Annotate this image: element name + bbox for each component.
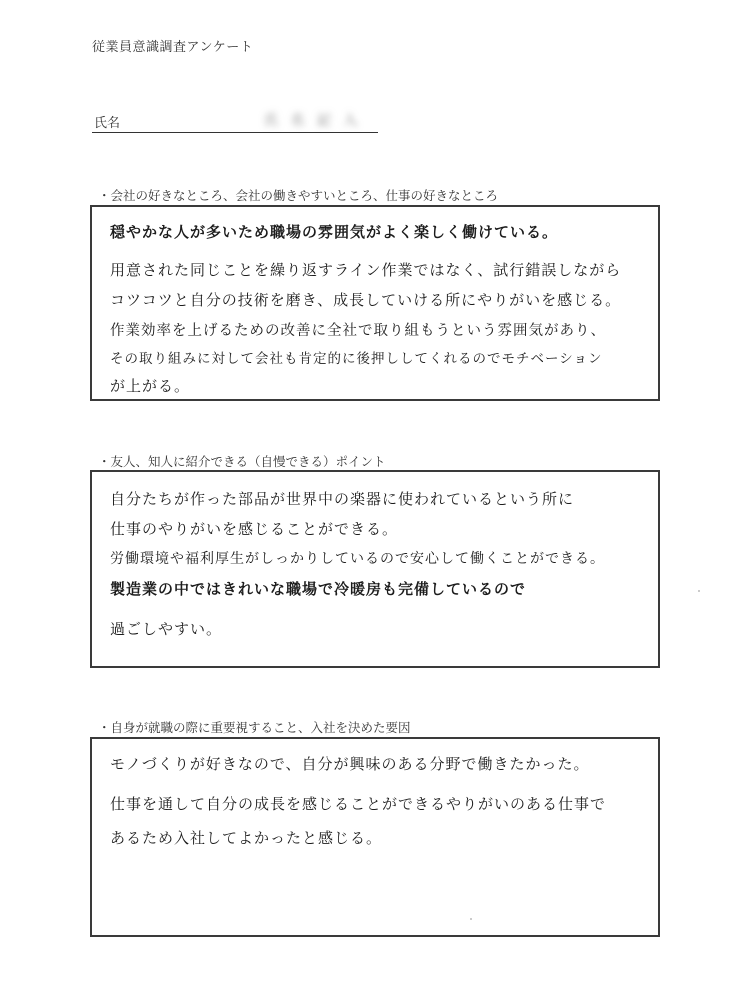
handwritten-line: コツコツと自分の技術を磨き、成長していける所にやりがいを感じる。 bbox=[110, 291, 622, 309]
handwritten-line: あるため入社してよかったと感じる。 bbox=[110, 829, 383, 847]
section-label-likes: ・会社の好きなところ、会社の働きやすいところ、仕事の好きなところ bbox=[98, 188, 499, 203]
answer-box-recommend bbox=[90, 470, 660, 668]
handwritten-line: 労働環境や福利厚生がしっかりしているので安心して働くことができる。 bbox=[110, 551, 605, 567]
section-label-recommend: ・友人、知人に紹介できる（自慢できる）ポイント bbox=[98, 454, 386, 469]
handwritten-line: その取り組みに対して会社も肯定的に後押ししてくれるのでモチベーション bbox=[110, 351, 603, 367]
handwritten-line: 製造業の中ではきれいな職場で冷暖房も完備しているので bbox=[110, 580, 527, 598]
handwritten-line: 過ごしやすい。 bbox=[110, 620, 223, 638]
page-title: 従業員意識調査アンケート bbox=[92, 40, 254, 55]
handwritten-line: 仕事を通して自分の成長を感じることができるやりがいのある仕事で bbox=[110, 795, 607, 813]
handwritten-line: 仕事のやりがいを感じることができる。 bbox=[110, 520, 399, 538]
handwritten-line: モノづくりが好きなので、自分が興味のある分野で働きたかった。 bbox=[110, 755, 590, 773]
paper-speck bbox=[698, 590, 700, 592]
section-label-job-choice: ・自身が就職の際に重要視すること、入社を決めた要因 bbox=[98, 720, 411, 735]
name-value-redacted: 氏 名 記 入 bbox=[264, 113, 362, 129]
handwritten-line: 作業効率を上げるための改善に全社で取り組もうという雰囲気があり、 bbox=[110, 323, 606, 339]
name-field bbox=[92, 110, 378, 133]
handwritten-line: が上がる。 bbox=[110, 377, 191, 395]
handwritten-line: 穏やかな人が多いため職場の雰囲気がよく楽しく働けている。 bbox=[110, 223, 559, 241]
name-label: 氏名 bbox=[94, 116, 121, 131]
handwritten-line: 用意された同じことを繰り返すライン作業ではなく、試行錯誤しながら bbox=[110, 261, 622, 279]
answer-box-likes bbox=[90, 205, 660, 401]
answer-box-job-choice bbox=[90, 737, 660, 937]
handwritten-line: 自分たちが作った部品が世界中の楽器に使われているという所に bbox=[110, 490, 575, 508]
paper-speck bbox=[470, 918, 472, 920]
